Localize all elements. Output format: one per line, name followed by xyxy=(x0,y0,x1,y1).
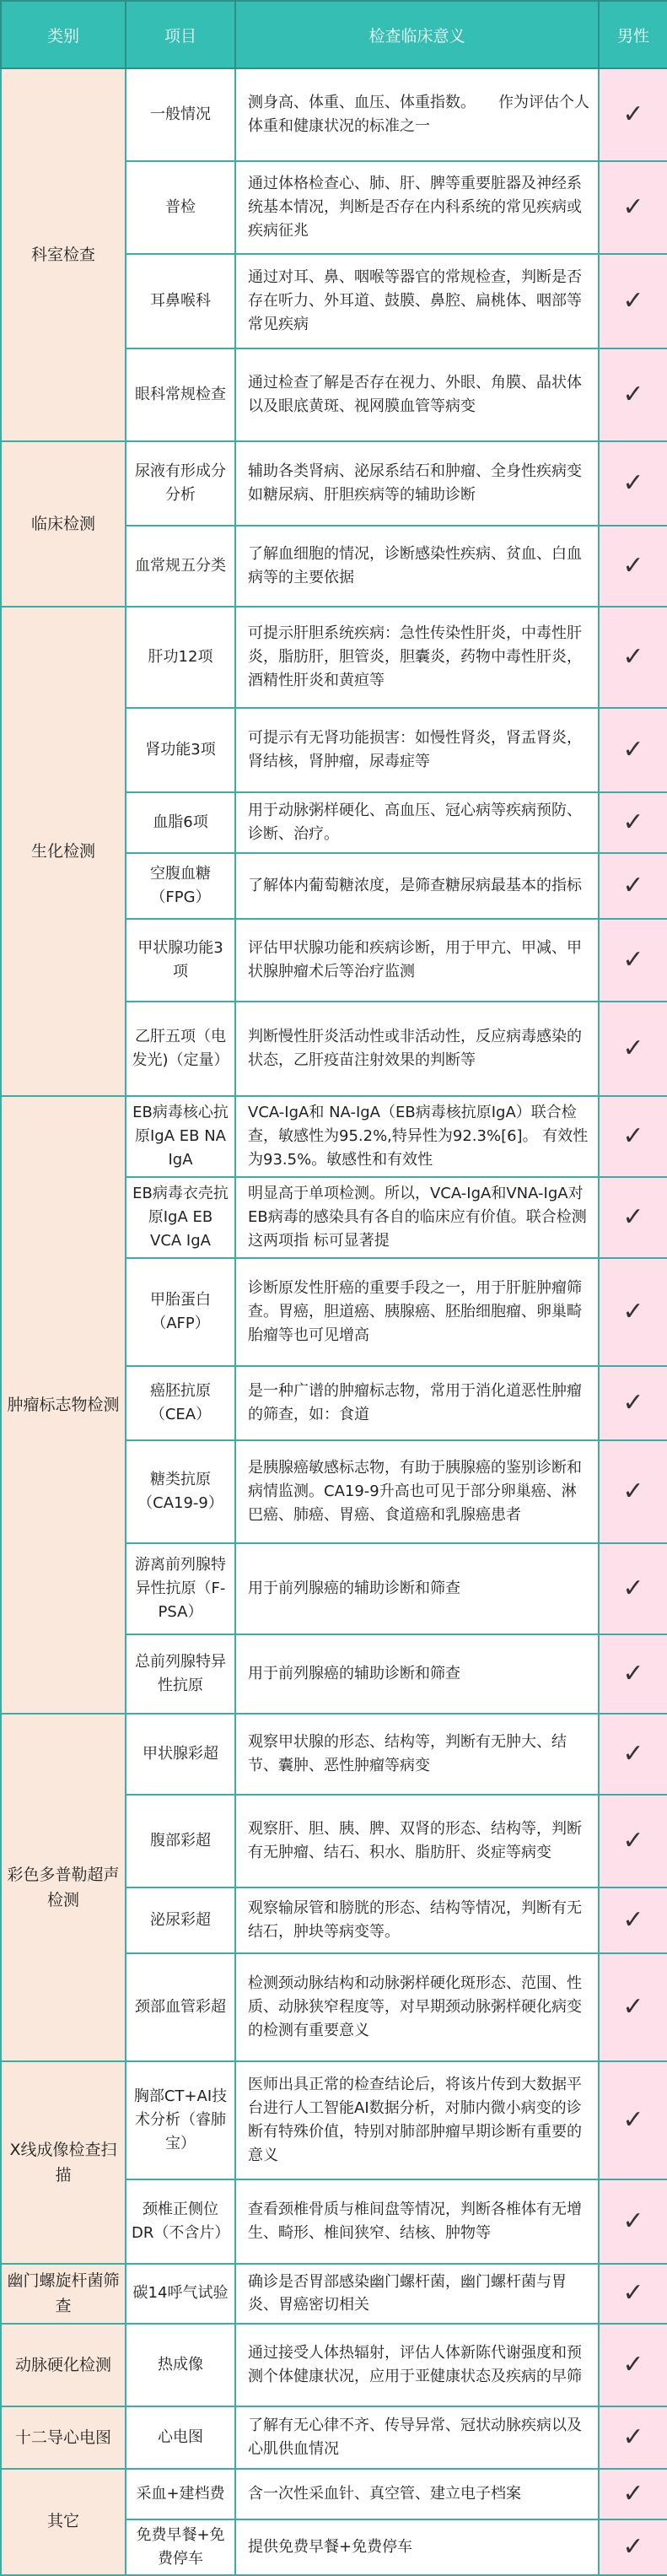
table-row xyxy=(1,2061,667,2179)
male-included-cell xyxy=(599,2469,667,2519)
check-icon: ✓ xyxy=(622,1202,644,1232)
check-icon: ✓ xyxy=(622,1992,644,2022)
male-included-cell xyxy=(599,1366,667,1440)
male-included-cell xyxy=(599,1634,667,1714)
meaning-cell: 用于前列腺癌的辅助诊断和筛查 xyxy=(235,1634,599,1714)
check-icon: ✓ xyxy=(622,1388,644,1418)
meaning-cell: 医师出具正常的检查结论后，将该片传到大数据平台进行人工智能AI数据分析，对肺内微小病变的诊断有特殊价值，特别对肺部肿瘤早期诊断有重要的意义 xyxy=(235,2061,599,2179)
meaning-cell: 判断慢性肝炎活动性或非活动性，反应病毒感染的状态，乙肝疫苗注射效果的判断等 xyxy=(235,1002,599,1096)
meaning-cell: 明显高于单项检测。所以，VCA-IgA和VNA-IgA对EB病毒的感染具有各自的临床应有价值。联合检测这两项指 标可显著提 xyxy=(235,1177,599,1258)
item-cell: 腹部彩超 xyxy=(126,1795,235,1887)
meaning-cell: 辅助各类肾病、泌尿系结石和肿瘤、全身性疾病变如糖尿病、肝胆疾病等的辅助诊断 xyxy=(235,441,599,526)
item-cell: 尿液有形成分分析 xyxy=(126,441,235,526)
male-included-cell xyxy=(599,708,667,792)
item-cell: 游离前列腺特异性抗原（F-PSA） xyxy=(126,1543,235,1634)
meaning-cell: 了解有无心律不齐、传导异常、冠状动脉疾病以及心肌供血情况 xyxy=(235,2406,599,2469)
male-included-cell xyxy=(599,68,667,161)
meaning-cell: 查看颈椎骨质与椎间盘等情况，判断各椎体有无增生、畸形、椎间狭窄、结核、肿物等 xyxy=(235,2179,599,2264)
check-icon: ✓ xyxy=(622,642,644,672)
category-cell: 临床检测 xyxy=(1,441,126,607)
male-included-cell xyxy=(599,1258,667,1366)
meaning-cell: 通过检查了解是否存在视力、外眼、角膜、晶状体以及眼底黄斑、视网膜血管等病变 xyxy=(235,348,599,441)
meaning-cell: 可提示有无肾功能损害：如慢性肾炎，肾盂肾炎，肾结核，肾肿瘤，尿毒症等 xyxy=(235,708,599,792)
meaning-cell: VCA-IgA和 NA-IgA（EB病毒核抗原IgA）联合检查，敏感性为95.2%,特异性为92.3%[6]。 有效性为93.5%。敏感性和有效性 xyxy=(235,1096,599,1177)
meaning-cell: 通过接受人体热辐射，评估人体新陈代谢强度和预测个体健康状况，应用于亚健康状态及疾病的早筛 xyxy=(235,2324,599,2406)
item-cell: 血脂6项 xyxy=(126,792,235,853)
check-icon: ✓ xyxy=(622,871,644,900)
item-cell: 肾功能3项 xyxy=(126,708,235,792)
check-icon: ✓ xyxy=(622,2478,644,2508)
male-included-cell xyxy=(599,1177,667,1258)
check-icon: ✓ xyxy=(622,807,644,837)
item-cell: 眼科常规检查 xyxy=(126,348,235,441)
meaning-cell: 用于动脉粥样硬化、高血压、冠心病等疾病预防、诊断、治疗。 xyxy=(235,792,599,853)
check-icon: ✓ xyxy=(622,1905,644,1935)
male-included-cell xyxy=(599,2519,667,2575)
check-icon: ✓ xyxy=(622,1034,644,1063)
male-included-cell xyxy=(599,1002,667,1096)
male-included-cell xyxy=(599,1953,667,2061)
item-cell: 癌胚抗原（CEA） xyxy=(126,1366,235,1440)
meaning-cell: 评估甲状腺功能和疾病诊断，用于甲亢、甲减、甲状腺肿瘤术后等治疗监测 xyxy=(235,919,599,1002)
table-row xyxy=(1,1096,667,1177)
category-cell: 生化检测 xyxy=(1,607,126,1096)
category-cell: 科室检查 xyxy=(1,68,126,441)
check-icon: ✓ xyxy=(622,2105,644,2135)
item-cell: 泌尿彩超 xyxy=(126,1887,235,1953)
meaning-cell: 确诊是否胃部感染幽门螺杆菌，幽门螺杆菌与胃炎、胃癌密切相关 xyxy=(235,2264,599,2324)
item-cell: 乙肝五项（电发光)（定量） xyxy=(126,1002,235,1096)
male-included-cell xyxy=(599,853,667,919)
check-icon: ✓ xyxy=(622,380,644,409)
category-cell: 其它 xyxy=(1,2469,126,2575)
check-icon: ✓ xyxy=(622,735,644,764)
meaning-cell: 检测颈动脉结构和动脉粥样硬化斑形态、范围、性质、动脉狭窄程度等，对早期颈动脉粥样硬化病变的检测有重要意义 xyxy=(235,1953,599,2061)
category-cell: 十二导心电图 xyxy=(1,2406,126,2469)
meaning-cell: 观察输尿管和膀胱的形态、结构等情况，判断有无结石，肿块等病变等。 xyxy=(235,1887,599,1953)
check-icon: ✓ xyxy=(622,2278,644,2309)
check-icon: ✓ xyxy=(622,192,644,222)
male-included-cell xyxy=(599,348,667,441)
male-included-cell xyxy=(599,2406,667,2469)
table-row xyxy=(1,441,667,526)
male-included-cell xyxy=(599,792,667,853)
item-cell: EB病毒核心抗原IgA EB NA IgA xyxy=(126,1096,235,1177)
meaning-cell: 用于前列腺癌的辅助诊断和筛查 xyxy=(235,1543,599,1634)
table-row xyxy=(1,1714,667,1795)
check-icon: ✓ xyxy=(622,1477,644,1506)
item-cell: EB病毒衣壳抗原IgA EB VCA IgA xyxy=(126,1177,235,1258)
male-included-cell xyxy=(599,161,667,254)
item-cell: 心电图 xyxy=(126,2406,235,2469)
meaning-cell: 是胰腺癌敏感标志物，有助于胰腺癌的鉴别诊断和病情监测。CA19-9升高也可见于部分卵巢癌、淋巴癌、肺癌、胃癌、食道癌和乳腺癌患者 xyxy=(235,1440,599,1543)
check-icon: ✓ xyxy=(622,468,644,498)
header-male: 男性 xyxy=(599,1,667,68)
item-cell: 总前列腺特异性抗原 xyxy=(126,1634,235,1714)
item-cell: 血常规五分类 xyxy=(126,526,235,607)
male-included-cell xyxy=(599,1714,667,1795)
meaning-cell: 观察甲状腺的形态、结构等，判断有无肿大、结节、囊肿、恶性肿瘤等病变 xyxy=(235,1714,599,1795)
male-included-cell xyxy=(599,1543,667,1634)
table-row xyxy=(1,607,667,708)
meaning-cell: 可提示肝胆系统疾病：急性传染性肝炎，中毒性肝炎，脂肪肝，胆管炎，胆囊炎，药物中毒性肝炎，酒精性肝炎和黄疸等 xyxy=(235,607,599,708)
item-cell: 糖类抗原（CA19-9） xyxy=(126,1440,235,1543)
male-included-cell xyxy=(599,2324,667,2406)
meaning-cell: 观察肝、胆、胰、脾、双肾的形态、结构等，判断有无肿瘤、结石、积水、脂肪肝、炎症等病变 xyxy=(235,1795,599,1887)
item-cell: 颈部血管彩超 xyxy=(126,1953,235,2061)
header-category: 类别 xyxy=(1,1,126,68)
category-cell: 肿瘤标志物检测 xyxy=(1,1096,126,1714)
item-cell: 普检 xyxy=(126,161,235,254)
check-icon: ✓ xyxy=(622,1826,644,1855)
meaning-cell: 含一次性采血针、真空管、建立电子档案 xyxy=(235,2469,599,2519)
meaning-cell: 通过对耳、鼻、咽喉等器官的常规检查，判断是否存在听力、外耳道、鼓膜、鼻腔、扁桃体、咽部等常见疾病 xyxy=(235,254,599,348)
item-cell: 甲胎蛋白（AFP） xyxy=(126,1258,235,1366)
check-icon: ✓ xyxy=(622,100,644,129)
meaning-cell: 了解血细胞的情况，诊断感染性疾病、贫血、白血病等的主要依据 xyxy=(235,526,599,607)
male-included-cell xyxy=(599,2061,667,2179)
table-body xyxy=(1,68,667,2575)
check-icon: ✓ xyxy=(622,1574,644,1603)
item-cell: 肝功12项 xyxy=(126,607,235,708)
item-cell: 耳鼻喉科 xyxy=(126,254,235,348)
item-cell: 免费早餐+免费停车 xyxy=(126,2519,235,2575)
male-included-cell xyxy=(599,2264,667,2324)
meaning-cell: 诊断原发性肝癌的重要手段之一，用于肝脏肿瘤筛查。胃癌，胆道癌、胰腺癌、胚胎细胞瘤、卵巢畸胎瘤等也可见增高 xyxy=(235,1258,599,1366)
meaning-cell: 提供免费早餐+免费停车 xyxy=(235,2519,599,2575)
item-cell: 碳14呼气试验 xyxy=(126,2264,235,2324)
meaning-cell: 测身高、体重、血压、体重指数。 作为评估个人体重和健康状况的标准之一 xyxy=(235,68,599,161)
item-cell: 空腹血糖（FPG） xyxy=(126,853,235,919)
male-included-cell xyxy=(599,1887,667,1953)
table-row xyxy=(1,2264,667,2324)
check-icon: ✓ xyxy=(622,2349,644,2379)
meaning-cell: 通过体格检查心、肺、肝、脾等重要脏器及神经系统基本情况，判断是否存在内科系统的常见疾病或疾病征兆 xyxy=(235,161,599,254)
item-cell: 胸部CT+AI技术分析（睿肺宝） xyxy=(126,2061,235,2179)
male-included-cell xyxy=(599,526,667,607)
male-included-cell xyxy=(599,919,667,1002)
check-icon: ✓ xyxy=(622,2531,644,2562)
male-included-cell xyxy=(599,2179,667,2264)
check-icon: ✓ xyxy=(622,1297,644,1326)
check-icon: ✓ xyxy=(622,551,644,581)
item-cell: 采血+建档费 xyxy=(126,2469,235,2519)
check-icon: ✓ xyxy=(622,2206,644,2236)
item-cell: 一般情况 xyxy=(126,68,235,161)
table-row xyxy=(1,68,667,161)
header-meaning: 检查临床意义 xyxy=(235,1,599,68)
male-included-cell xyxy=(599,441,667,526)
male-included-cell xyxy=(599,1795,667,1887)
category-cell: 动脉硬化检测 xyxy=(1,2324,126,2406)
male-included-cell xyxy=(599,1096,667,1177)
check-icon: ✓ xyxy=(622,1121,644,1151)
item-cell: 颈椎正侧位DR（不含片） xyxy=(126,2179,235,2264)
male-included-cell xyxy=(599,254,667,348)
meaning-cell: 是一种广谱的肿瘤标志物，常用于消化道恶性肿瘤的筛查，如：食道 xyxy=(235,1366,599,1440)
check-icon: ✓ xyxy=(622,2422,644,2452)
category-cell: 幽门螺旋杆菌筛查 xyxy=(1,2264,126,2324)
check-icon: ✓ xyxy=(622,286,644,316)
header-item: 项目 xyxy=(126,1,235,68)
table-header-row xyxy=(1,1,667,68)
check-icon: ✓ xyxy=(622,1739,644,1769)
meaning-cell: 了解体内葡萄糖浓度，是筛查糖尿病最基本的指标 xyxy=(235,853,599,919)
item-cell: 热成像 xyxy=(126,2324,235,2406)
table-row xyxy=(1,2406,667,2469)
table-row xyxy=(1,2324,667,2406)
table-row xyxy=(1,2469,667,2519)
category-cell: X线成像检查扫描 xyxy=(1,2061,126,2264)
male-included-cell xyxy=(599,607,667,708)
check-icon: ✓ xyxy=(622,1659,644,1688)
check-icon: ✓ xyxy=(622,945,644,975)
item-cell: 甲状腺彩超 xyxy=(126,1714,235,1795)
item-cell: 甲状腺功能3项 xyxy=(126,919,235,1002)
male-included-cell xyxy=(599,1440,667,1543)
category-cell: 彩色多普勒超声检测 xyxy=(1,1714,126,2061)
